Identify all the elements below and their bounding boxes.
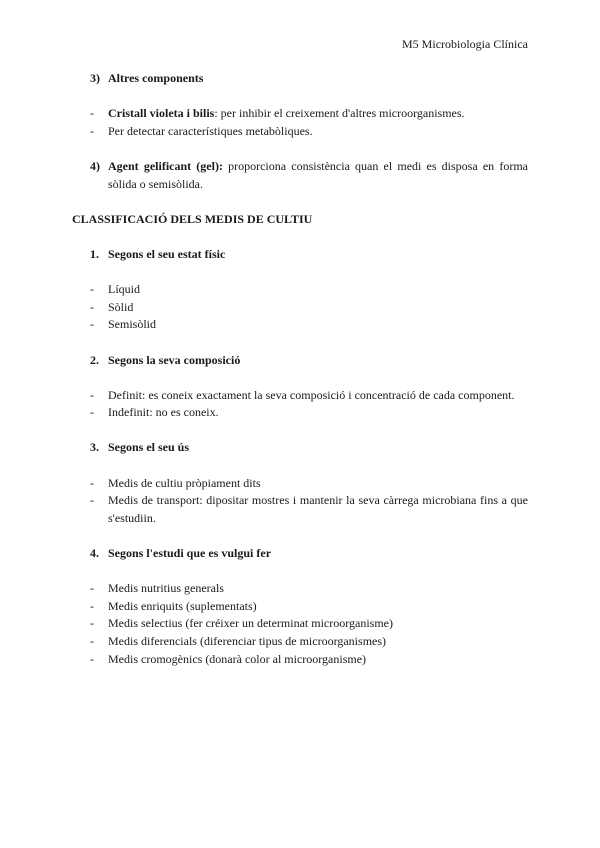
group-heading bbox=[72, 352, 528, 370]
list-item bbox=[72, 651, 528, 669]
group-title: Segons el seu estat físic bbox=[108, 246, 226, 261]
item-text: Líquid bbox=[108, 282, 140, 297]
item-text: Medis selectius (fer créixer un determinat microorganisme) bbox=[108, 616, 394, 631]
list-item bbox=[72, 580, 528, 598]
item-text: Medis de transport: dipositar mostres i mantenir la seva càrrega microbiana fins a que s'estudiin. bbox=[108, 493, 528, 525]
item-text: Medis diferencials (diferenciar tipus de microorganismes) bbox=[108, 634, 387, 648]
list-item bbox=[72, 598, 528, 616]
bullet-dash: - bbox=[90, 598, 94, 613]
item-text: Per detectar característiques metabòliques. bbox=[108, 123, 313, 138]
list-item bbox=[72, 633, 528, 651]
list-item bbox=[72, 492, 528, 527]
item-text: Indefinit: no es coneix. bbox=[108, 405, 219, 420]
group-number: 3. bbox=[90, 440, 99, 455]
classification-title: CLASSIFICACIÓ DELS MEDIS DE CULTIU bbox=[72, 211, 313, 226]
group-title: Segons l'estudi que es vulgui fer bbox=[108, 546, 272, 561]
bullet-dash: - bbox=[90, 405, 94, 420]
list-item bbox=[72, 615, 528, 633]
bullet-dash: - bbox=[90, 106, 94, 121]
item-text: proporciona consistència quan el medi es disposa en forma sòlida o semisòlida. bbox=[108, 158, 528, 191]
bullet-dash: - bbox=[90, 387, 94, 402]
section-title: Altres components bbox=[108, 71, 204, 85]
bullet-dash: - bbox=[90, 493, 94, 508]
list-item bbox=[72, 105, 528, 123]
group-heading bbox=[72, 545, 528, 563]
section-number: 3) bbox=[90, 71, 100, 85]
group-number: 2. bbox=[90, 352, 99, 367]
list-item bbox=[72, 316, 528, 334]
item-label: Agent gelificant (gel): bbox=[108, 158, 223, 173]
group-heading bbox=[72, 246, 528, 264]
item-label: Cristall violeta i bilis bbox=[108, 106, 215, 121]
item-text: Medis cromogènics (donarà color al microorganisme) bbox=[108, 651, 367, 666]
item-text: Medis nutritius generals bbox=[108, 581, 224, 596]
section-number: 4) bbox=[90, 158, 100, 173]
bullet-dash: - bbox=[90, 651, 94, 666]
group-number: 1. bbox=[90, 246, 99, 261]
item-text: Sòlid bbox=[108, 299, 134, 314]
page-content bbox=[72, 70, 528, 668]
group-heading bbox=[72, 439, 528, 457]
group-title: Segons la seva composició bbox=[108, 352, 241, 367]
item-text: Definit: es coneix exactament la seva composició i concentració de cada component. bbox=[108, 387, 515, 402]
item-text: : per inhibir el creixement d'altres microorganismes. bbox=[214, 106, 465, 121]
bullet-dash: - bbox=[90, 616, 94, 631]
list-item bbox=[72, 123, 528, 141]
list-item bbox=[72, 387, 528, 405]
list-item bbox=[72, 475, 528, 493]
list-item bbox=[72, 281, 528, 299]
section-heading-altres bbox=[72, 70, 528, 88]
item-text: Medis de cultiu pròpiament dits bbox=[108, 475, 261, 490]
bullet-dash: - bbox=[90, 299, 94, 314]
bullet-dash: - bbox=[90, 475, 94, 490]
item-text: Semisòlid bbox=[108, 317, 157, 332]
list-item bbox=[72, 299, 528, 317]
bullet-dash: - bbox=[90, 123, 94, 138]
page-header: M5 Microbiologia Clínica bbox=[402, 37, 528, 51]
list-item bbox=[72, 404, 528, 422]
bullet-dash: - bbox=[90, 581, 94, 596]
section-agent-gelificant bbox=[72, 158, 528, 193]
bullet-dash: - bbox=[90, 282, 94, 297]
bullet-dash: - bbox=[90, 634, 94, 648]
group-title: Segons el seu ús bbox=[108, 440, 190, 455]
group-number: 4. bbox=[90, 546, 99, 561]
item-text: Medis enriquits (suplementats) bbox=[108, 598, 257, 613]
bullet-dash: - bbox=[90, 317, 94, 332]
